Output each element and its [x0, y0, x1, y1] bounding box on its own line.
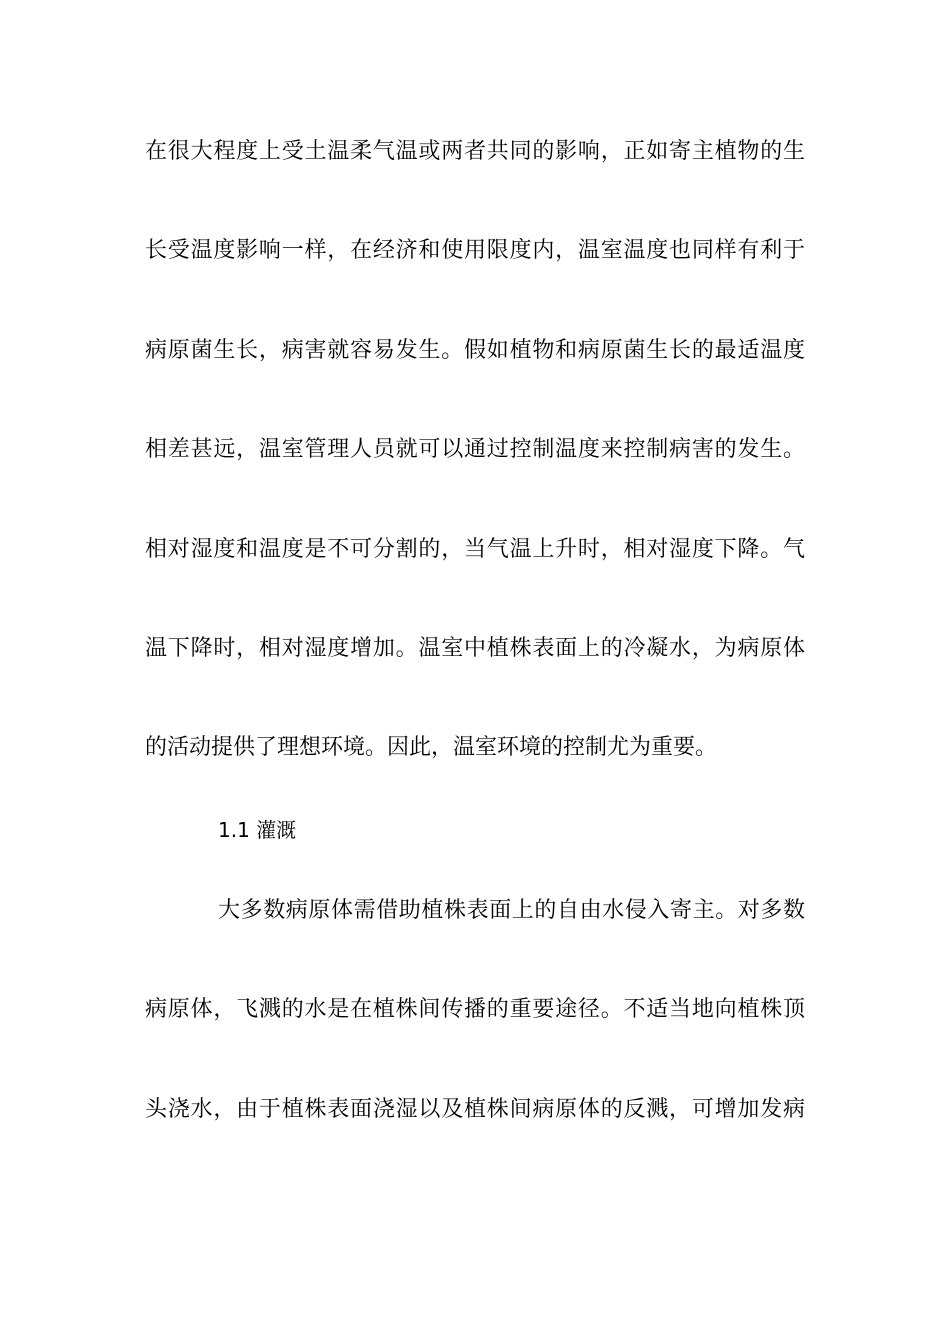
- text-line: 相对湿度和温度是不可分割的，当气温上升时，相对湿度下降。气: [145, 537, 805, 562]
- text-line: 温下降时，相对湿度增加。温室中植株表面上的冷凝水，为病原体: [145, 636, 805, 661]
- section-heading: 1.1 灌溉: [218, 818, 297, 842]
- text-line: 长受温度影响一样，在经济和使用限度内，温室温度也同样有利于: [145, 238, 805, 263]
- text-line: 在很大程度上受土温柔气温或两者共同的影响，正如寄主植物的生: [145, 139, 805, 164]
- text-line: 头浇水，由于植株表面浇湿以及植株间病原体的反溅，可增加发病: [145, 1097, 805, 1122]
- text-line: 的活动提供了理想环境。因此，温室环境的控制尤为重要。: [145, 735, 718, 760]
- text-line: 相差甚远，温室管理人员就可以通过控制温度来控制病害的发生。: [145, 437, 805, 462]
- text-line: 病原菌生长，病害就容易发生。假如植物和病原菌生长的最适温度: [145, 338, 805, 363]
- text-line: 大多数病原体需借助植株表面上的自由水侵入寄主。对多数: [218, 898, 805, 923]
- text-line: 病原体，飞溅的水是在植株间传播的重要途径。不适当地向植株顶: [145, 997, 805, 1022]
